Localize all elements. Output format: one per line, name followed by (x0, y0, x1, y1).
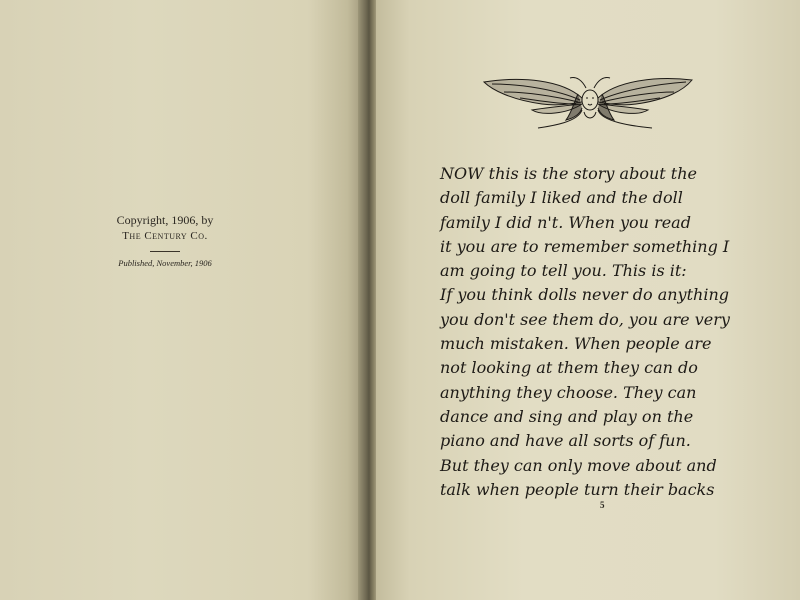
text-line: NOW this is the story about the (440, 164, 697, 183)
text-line: it you are to remember something I (440, 236, 730, 256)
text-line: much mistaken. When people are (440, 334, 712, 354)
copyright-notice (60, 212, 270, 269)
text-line: dance and sing and play on the (440, 406, 694, 426)
text-line: But they can only move about and (440, 455, 717, 475)
text-line: If you think dolls never do anything (440, 285, 729, 305)
text-line: doll family I liked and the doll (440, 188, 683, 208)
book-gutter (358, 0, 378, 600)
page-number: 5 (600, 500, 605, 510)
bleed-through-text (190, 40, 360, 100)
text-line: family I did n't. When you read (440, 212, 691, 232)
story-text (440, 162, 770, 502)
divider-rule (150, 251, 180, 252)
text-line: piano and have all sorts of fun. (440, 431, 691, 451)
text-line: am going to tell you. This is it: (440, 261, 687, 281)
left-page (0, 0, 362, 600)
copyright-line: Copyright, 1906, by (116, 213, 214, 227)
text-line: not looking at them they can do (440, 358, 698, 378)
text-line: talk when people turn their backs (440, 479, 715, 499)
text-line: you don't see them do, you are very (440, 309, 730, 329)
winged-fairy-head-icon (482, 70, 694, 132)
text-line: anything they choose. They can (440, 382, 697, 402)
publisher-name: The Century Co. (122, 230, 208, 242)
published-date-line: Published, November, 1906 (118, 258, 212, 268)
